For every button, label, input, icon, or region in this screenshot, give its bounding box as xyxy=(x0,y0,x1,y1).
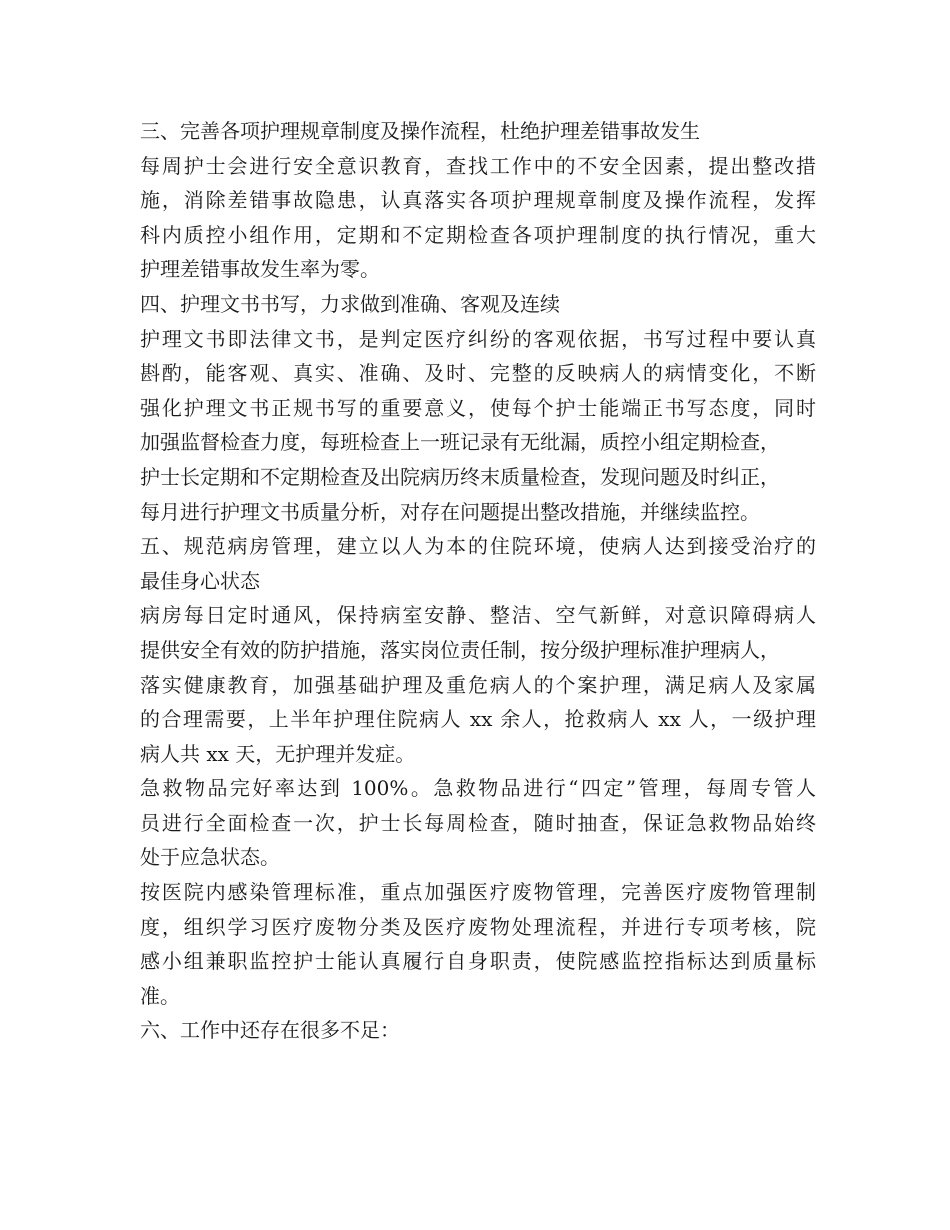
section-heading-5: 五、规范病房管理，建立以人为本的住院环境，使病人达到接受治疗的 xyxy=(140,534,816,559)
paragraph-line: 强化护理文书正规书写的重要意义，使每个护士能端正书写态度，同时 xyxy=(140,395,816,420)
paragraph-line: 员进行全面检查一次，护士长每周检查，随时抽查，保证急救物品始终 xyxy=(140,810,816,835)
paragraph-line: 加强监督检查力度，每班检查上一班记录有无纰漏，质控小组定期检查， xyxy=(140,430,780,455)
paragraph-line: 感小组兼职监控护士能认真履行自身职责，使院感监控指标达到质量标 xyxy=(140,949,816,974)
paragraph-line: 斟酌，能客观、真实、准确、及时、完整的反映病人的病情变化，不断 xyxy=(140,361,816,386)
document-body xyxy=(140,114,816,1048)
section-heading-6: 六、工作中还存在很多不足： xyxy=(140,1018,400,1043)
paragraph-line: 每月进行护理文书质量分析，对存在问题提出整改措施，并继续监控。 xyxy=(140,499,760,524)
paragraph-line: 的合理需要，上半年护理住院病人 xx 余人，抢救病人 xx 人，一级护理 xyxy=(140,707,816,732)
paragraph-line: 病房每日定时通风，保持病室安静、整洁、空气新鲜，对意识障碍病人 xyxy=(140,603,816,628)
paragraph-line: 急救物品完好率达到 100%。急救物品进行“四定”管理，每周专管人 xyxy=(140,776,816,801)
paragraph-line: 度，组织学习医疗废物分类及医疗废物处理流程，并进行专项考核，院 xyxy=(140,914,816,939)
paragraph-line: 病人共 xx 天，无护理并发症。 xyxy=(140,741,416,766)
paragraph-line: 按医院内感染管理标准，重点加强医疗废物管理，完善医疗废物管理制 xyxy=(140,880,816,905)
section-heading-3: 三、完善各项护理规章制度及操作流程，杜绝护理差错事故发生 xyxy=(140,119,700,143)
paragraph-line: 科内质控小组作用，定期和不定期检查各项护理制度的执行情况，重大 xyxy=(140,222,816,247)
paragraph-line: 施，消除差错事故隐患，认真落实各项护理规章制度及操作流程，发挥 xyxy=(140,188,816,213)
section-heading-4: 四、护理文书书写，力求做到准确、客观及连续 xyxy=(140,291,560,316)
paragraph-line: 护士长定期和不定期检查及出院病历终末质量检查，发现问题及时纠正， xyxy=(140,464,780,489)
paragraph-line: 处于应急状态。 xyxy=(140,845,280,870)
paragraph-line: 护理文书即法律文书，是判定医疗纠纷的客观依据，书写过程中要认真 xyxy=(140,326,816,351)
paragraph-line: 准。 xyxy=(140,983,180,1008)
paragraph-line: 提供安全有效的防护措施，落实岗位责任制，按分级护理标准护理病人， xyxy=(140,637,780,662)
section-heading-5-cont: 最佳身心状态 xyxy=(140,568,260,593)
paragraph-line: 护理差错事故发生率为零。 xyxy=(140,257,380,282)
paragraph-line: 落实健康教育，加强基础护理及重危病人的个案护理，满足病人及家属 xyxy=(140,672,816,697)
paragraph-line: 每周护士会进行安全意识教育，查找工作中的不安全因素，提出整改措 xyxy=(140,153,816,178)
